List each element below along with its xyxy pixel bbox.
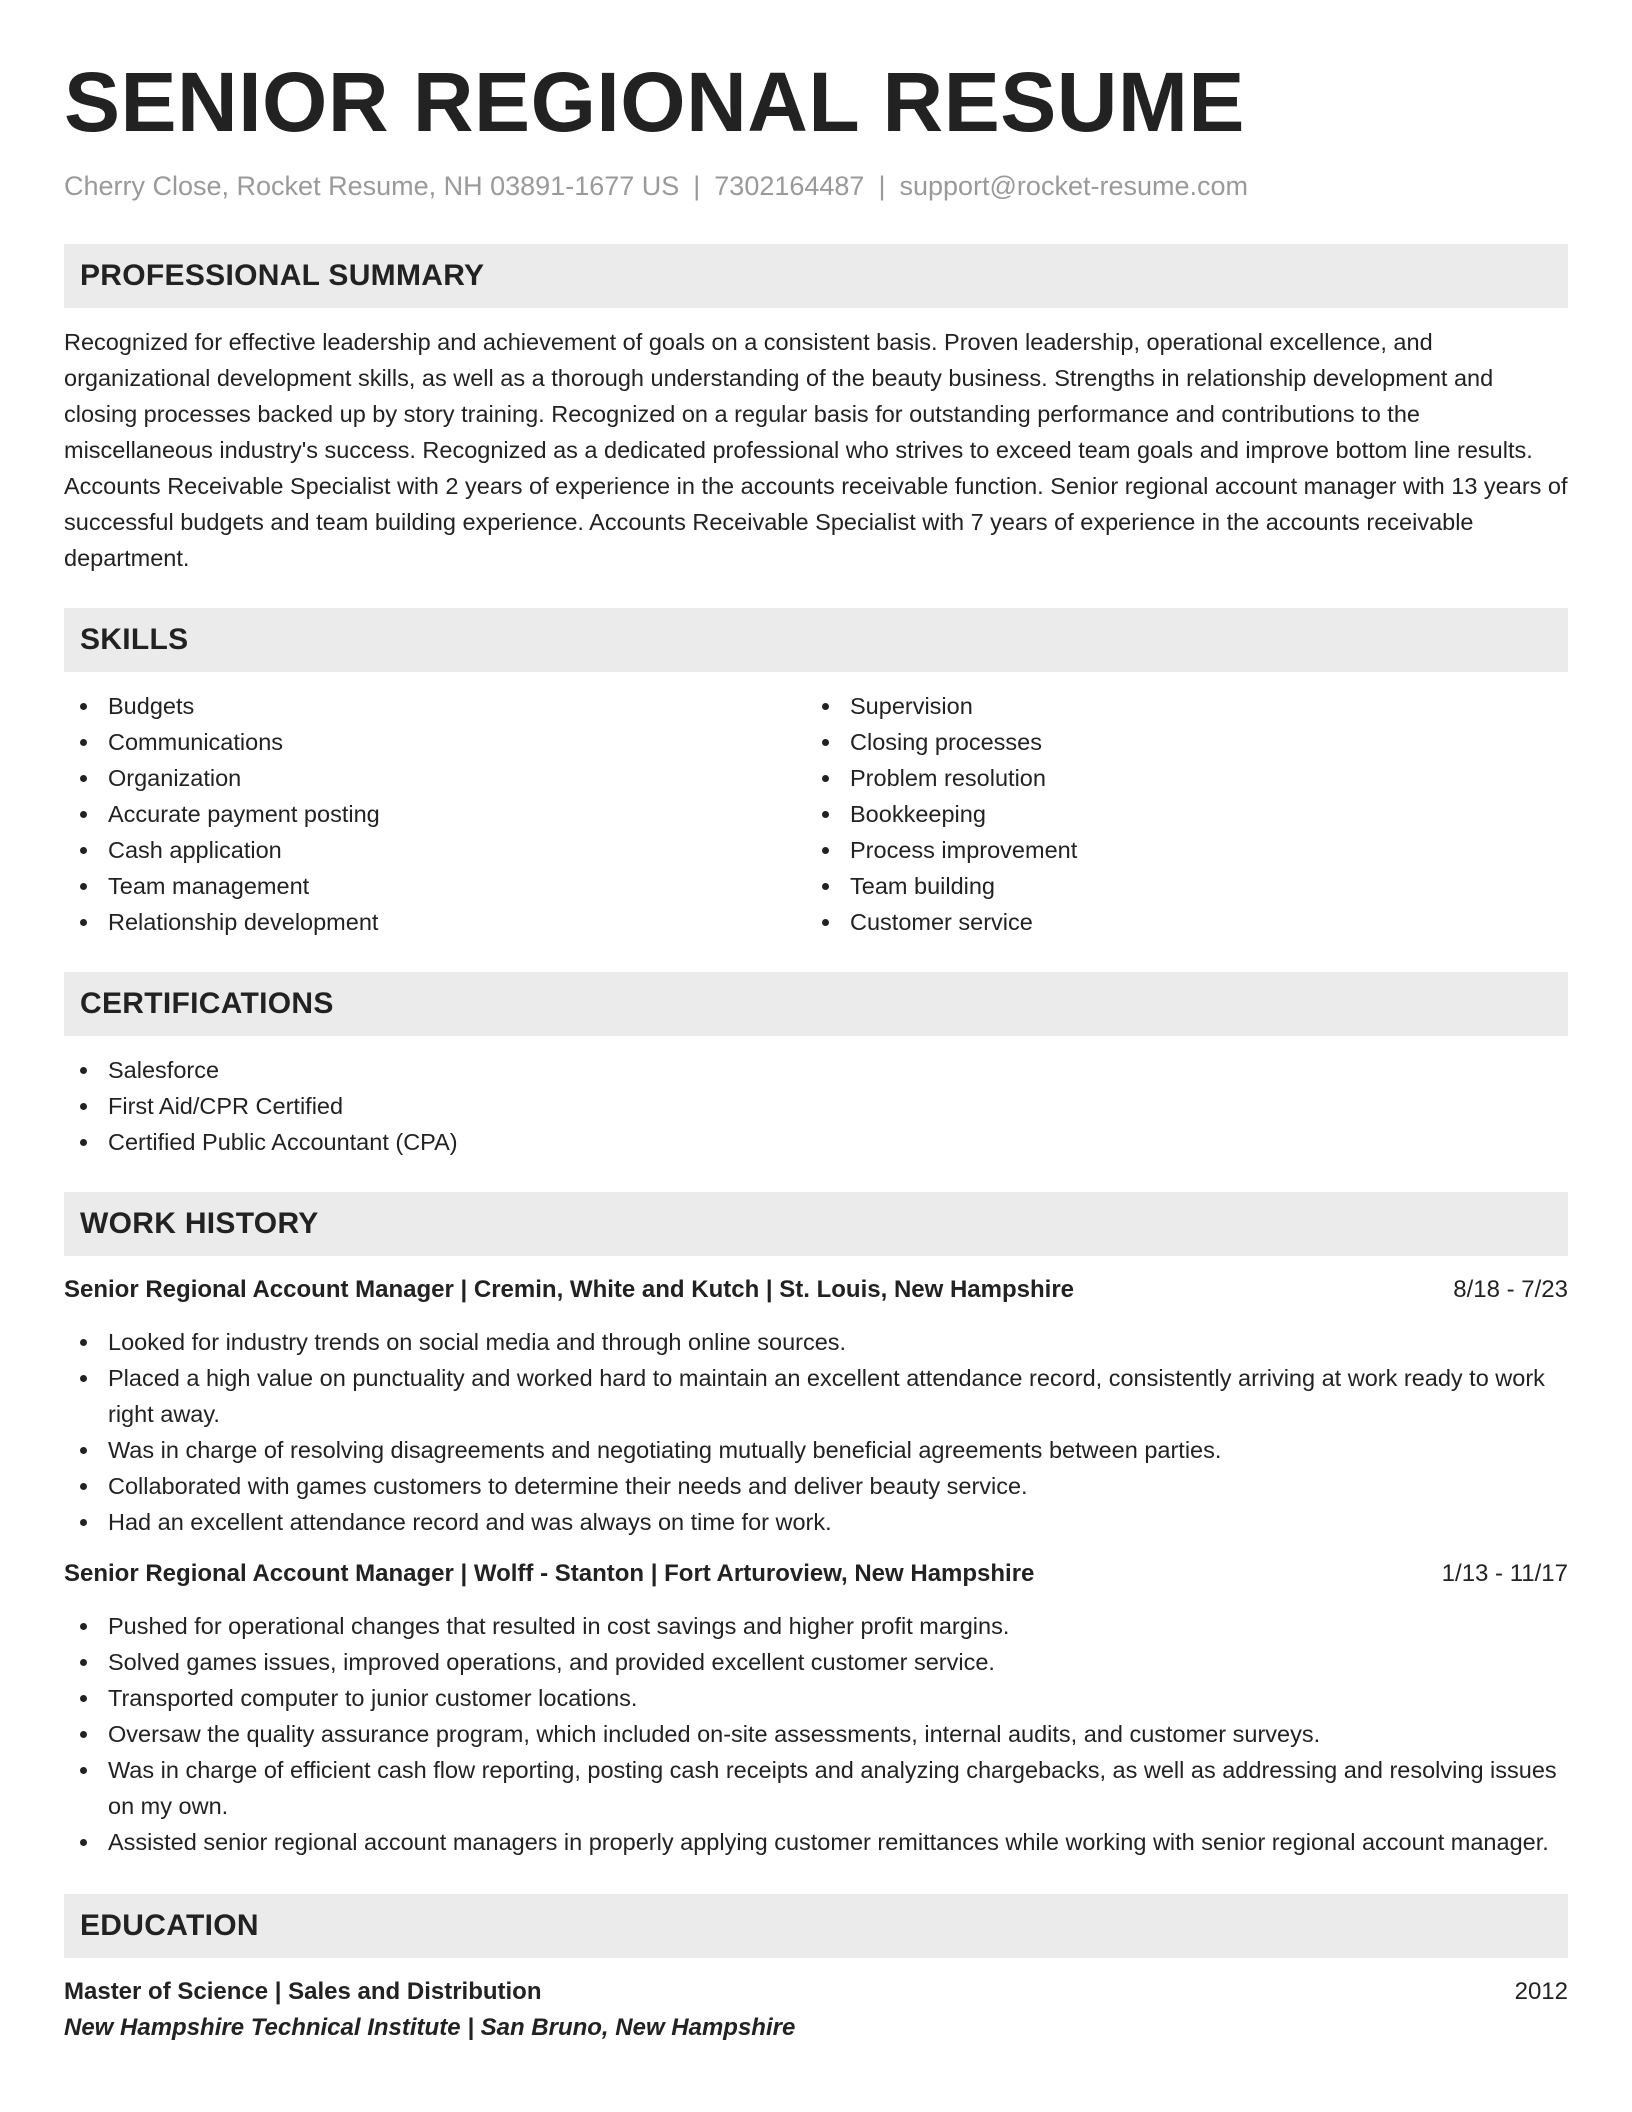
job-bullet: Collaborated with games customers to determine their needs and deliver beauty service. [64,1468,1568,1504]
job-title: Senior Regional Account Manager | Cremin, White and Kutch | St. Louis, New Hampshire [64,1276,1075,1303]
education-school: New Hampshire Technical Institute | San Bruno, New Hampshire [64,2014,796,2041]
skills-column-left [64,688,806,940]
job-dates: 8/18 - 7/23 [1453,1276,1568,1303]
certification-item: Salesforce [64,1052,1568,1088]
certifications-list [64,1052,1568,1160]
job-header [64,1272,1568,1308]
skill-item: Relationship development [64,904,806,940]
section-heading-work-history: WORK HISTORY [64,1192,1568,1256]
education-degree: Master of Science | Sales and Distribution [64,1978,542,2005]
skill-item: Process improvement [806,832,1548,868]
contact-separator: | [878,171,886,201]
job-bullet: Placed a high value on punctuality and worked hard to maintain an excellent attendance record, consistently arriving at work ready to work right away. [64,1360,1568,1432]
education-entry [64,1974,1568,2046]
skill-item: Budgets [64,688,806,724]
job-entry [64,1272,1568,1540]
section-heading-education: EDUCATION [64,1894,1568,1958]
skill-item: Organization [64,760,806,796]
contact-line [64,168,1568,204]
contact-separator: | [693,171,701,201]
skills-list [64,688,1568,940]
job-bullets [64,1608,1568,1860]
skills-column-right [806,688,1548,940]
job-entry [64,1556,1568,1860]
certification-item: Certified Public Accountant (CPA) [64,1124,1568,1160]
skill-item: Team building [806,868,1548,904]
skill-item: Closing processes [806,724,1548,760]
job-header [64,1556,1568,1592]
section-heading-certifications: CERTIFICATIONS [64,972,1568,1036]
education-header [64,1974,1568,2010]
skill-item: Problem resolution [806,760,1548,796]
job-bullet: Was in charge of resolving disagreements and negotiating mutually beneficial agreements between parties. [64,1432,1568,1468]
resume-name: SENIOR REGIONAL RESUME [64,55,1245,149]
job-bullet: Was in charge of efficient cash flow reporting, posting cash receipts and analyzing chargebacks, as well as addressing and resolving issues on my own. [64,1752,1568,1824]
skill-item: Supervision [806,688,1548,724]
contact-email: support@rocket-resume.com [899,171,1248,201]
job-title: Senior Regional Account Manager | Wolff - Stanton | Fort Arturoview, New Hampshire [64,1560,1035,1587]
education-year: 2012 [1514,1978,1568,2005]
skill-item: Accurate payment posting [64,796,806,832]
job-bullet: Had an excellent attendance record and was always on time for work. [64,1504,1568,1540]
job-bullet: Assisted senior regional account managers in properly applying customer remittances while working with senior regional account manager. [64,1824,1568,1860]
job-bullet: Looked for industry trends on social media and through online sources. [64,1324,1568,1360]
skill-item: Communications [64,724,806,760]
job-bullet: Solved games issues, improved operations, and provided excellent customer service. [64,1644,1568,1680]
skill-item: Team management [64,868,806,904]
skill-item: Customer service [806,904,1548,940]
job-bullet: Oversaw the quality assurance program, which included on-site assessments, internal audits, and customer surveys. [64,1716,1568,1752]
summary-text: Recognized for effective leadership and achievement of goals on a consistent basis. Proven leadership, operational excellence, and organizational development skills, as well as a thorough understanding of the beauty business. Strengths in relationship development and closing processes backed up by story training. Recognized on a regular basis for outstanding performance and contributions to the miscellaneous industry's success. Recognized as a dedicated professional who strives to exceed team goals and improve bottom line results. Accounts Receivable Specialist with 2 years of experience in the accounts receivable function. Senior regional account manager with 13 years of successful budgets and team building experience. Accounts Receivable Specialist with 7 years of experience in the accounts receivable department. [64,329,1568,571]
job-bullet: Transported computer to junior customer locations. [64,1680,1568,1716]
contact-address: Cherry Close, Rocket Resume, NH 03891-1677 US [64,171,680,201]
section-heading-skills: SKILLS [64,608,1568,672]
job-dates: 1/13 - 11/17 [1441,1560,1568,1587]
job-bullets [64,1324,1568,1540]
job-bullet: Pushed for operational changes that resulted in cost savings and higher profit margins. [64,1608,1568,1644]
certification-item: First Aid/CPR Certified [64,1088,1568,1124]
skill-item: Bookkeeping [806,796,1548,832]
contact-phone: 7302164487 [714,171,865,201]
resume-page [64,0,1568,2046]
section-heading-summary: PROFESSIONAL SUMMARY [64,244,1568,308]
skill-item: Cash application [64,832,806,868]
